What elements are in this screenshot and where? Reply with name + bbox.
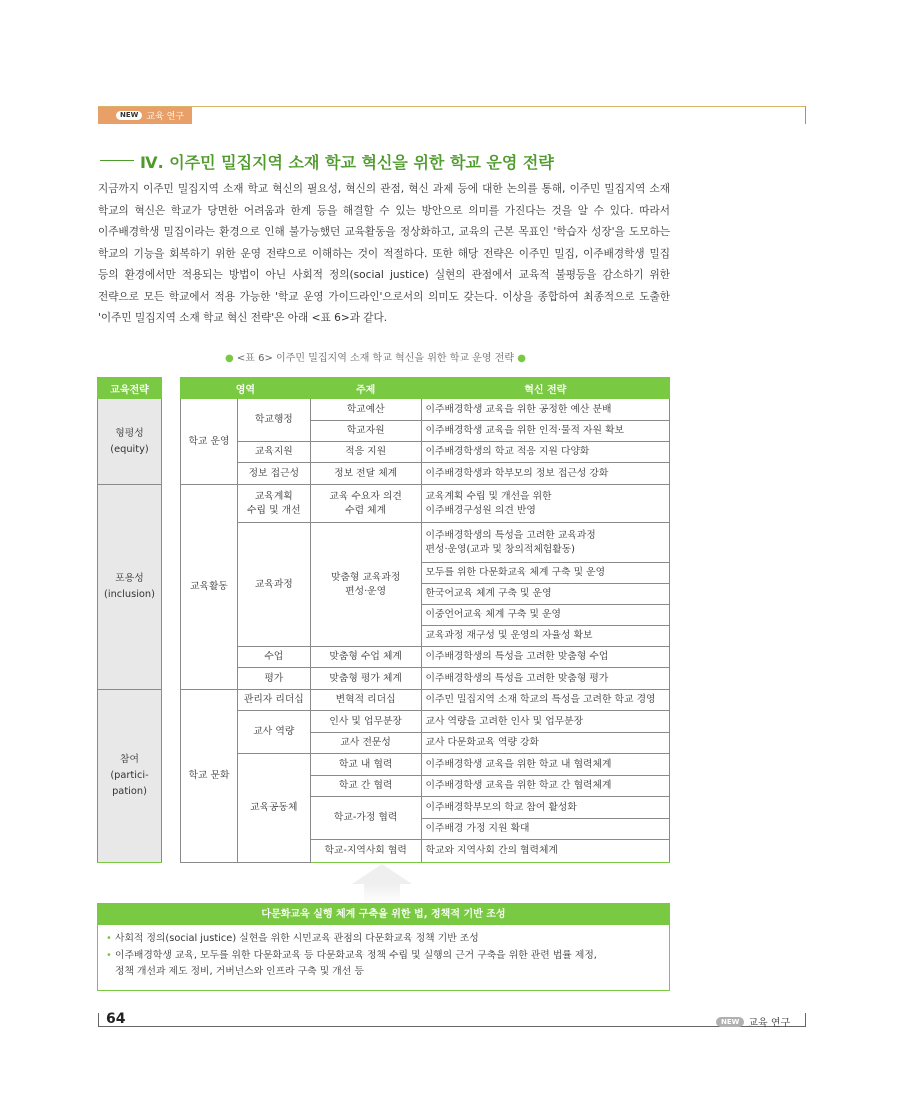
header-rule-end (805, 106, 806, 124)
section-label: 교육 연구 (146, 112, 185, 122)
table-cell: 학교-지역사회 협력 (310, 840, 421, 863)
table-cell: 이주배경학생의 학교 적응 지원 다양화 (421, 442, 669, 463)
table-cell: 맞춤형 평가 체계 (310, 668, 421, 690)
table-cell: 이주민 밀집지역 소재 학교의 특성을 고려한 학교 경영 (421, 690, 669, 711)
strategy-participation: 참여 (partici- pation) (98, 690, 162, 863)
table-cell: 한국어교육 체계 구축 및 운영 (421, 584, 669, 605)
footer-label: 교육 연구 (748, 1018, 791, 1029)
table-cell: 학교-가정 협력 (310, 797, 421, 840)
list-item: • 사회적 정의(social justice) 실현을 위한 시민교육 관점의 다문화교육 정책 기반 조성 (106, 931, 661, 948)
table-cell: 이주배경학생의 특성을 고려한 교육과정 편성·운영(교과 및 창의적체험활동) (421, 523, 669, 563)
footer-brand (716, 1014, 790, 1029)
area-school-culture: 학교 문화 (181, 690, 238, 863)
strategy-detail-table (180, 377, 670, 863)
table-cell: 맞춤형 교육과정 편성·운영 (310, 523, 421, 647)
table-cell: 교육계획 수립 및 개선을 위한 이주배경구성원 의견 반영 (421, 485, 669, 523)
table-cell: 학교예산 (310, 399, 421, 421)
header-area: 영역 (181, 378, 311, 399)
box-list (98, 925, 669, 981)
table-cell: 모두를 위한 다문화교육 체계 구축 및 운영 (421, 563, 669, 584)
table-cell: 적응 지원 (310, 442, 421, 463)
table-cell: 정보 접근성 (237, 463, 310, 485)
table-cell: 이주배경학생 교육을 위한 공정한 예산 분배 (421, 399, 669, 421)
table-cell: 교육과정 (237, 523, 310, 647)
table-cell: 학교 내 협력 (310, 754, 421, 776)
table-cell: 이주배경학생 교육을 위한 인적·물적 자원 확보 (421, 421, 669, 442)
table-cell: 맞춤형 수업 체계 (310, 647, 421, 668)
table-caption (225, 349, 526, 364)
table-cell: 이중언어교육 체계 구축 및 운영 (421, 605, 669, 626)
table-cell: 교사 역량 (237, 711, 310, 754)
table-cell: 이주배경학생의 특성을 고려한 맞춤형 평가 (421, 668, 669, 690)
footer-rule-end (805, 1013, 806, 1027)
policy-support-box (97, 903, 670, 991)
caption-text: <표 6> 이주민 밀집지역 소재 학교 혁신을 위한 학교 운영 전략 (236, 353, 515, 364)
header-strategy: 교육전략 (98, 378, 162, 399)
strategy-equity: 형평성 (equity) (98, 399, 162, 485)
title-rule (100, 160, 134, 161)
table-cell: 이주배경학생과 학부모의 정보 접근성 강화 (421, 463, 669, 485)
table-cell: 이주배경학부모의 학교 참여 활성화 (421, 797, 669, 819)
body-paragraph: 지금까지 이주민 밀집지역 소재 학교 혁신의 필요성, 혁신의 관점, 혁신 과제 등에 대한 논의를 통해, 이주민 밀집지역 소재 학교의 혁신은 학교가 당면한 어려움과 한계 등을 해결할 수 있는 방안으로 의미를 가진다는 것을 알 수 있다. 따라서 이주배경학생 밀집이라는 환경으로 인해 불가능했던 교육활동을 정상화하고, 교육의 근본 목표인 '학습자 성장'을 도모하는 학교의 기능을 회복하기 위한 운영 전략으로 이해하는 것이 적절하다. 또한 해당 전략은 이주민 밀집, 이주배경학생 밀집 등의 환경에서만 적용되는 방법이 아닌 사회적 정의(social justice) 실현의 관점에서 교육적 불평등을 감소하기 위한 전략으로 모든 학교에서 적용 가능한 '학교 운영 가이드라인'으로서의 의미도 갖는다. 이상을 종합하여 최종적으로 도출한 '이주민 밀집지역 소재 학교 혁신 전략'은 아래 <표 6>과 같다. (98, 183, 670, 324)
table-cell: 학교 간 협력 (310, 776, 421, 797)
bullet-icon: ● (517, 353, 526, 364)
arrow-shaft (364, 884, 400, 904)
table-cell: 교육과정 재구성 및 운영의 자율성 확보 (421, 626, 669, 647)
bullet-icon: • (106, 949, 112, 961)
table-cell: 이주배경학생의 특성을 고려한 맞춤형 수업 (421, 647, 669, 668)
box-title: 다문화교육 실행 체계 구축을 위한 법, 정책적 기반 조성 (98, 904, 669, 925)
header-rule (98, 106, 806, 107)
table-cell: 정보 전달 체계 (310, 463, 421, 485)
table-cell: 학교자원 (310, 421, 421, 442)
table-cell: 이주배경학생 교육을 위한 학교 내 협력체계 (421, 754, 669, 776)
table-cell: 변혁적 리더십 (310, 690, 421, 711)
up-arrow-icon (352, 864, 412, 884)
table-cell: 이주배경 가정 지원 확대 (421, 819, 669, 840)
table-cell: 교육공동체 (237, 754, 310, 863)
table-cell: 학교행정 (237, 399, 310, 442)
table-cell: 이주배경학생 교육을 위한 학교 간 협력체계 (421, 776, 669, 797)
table-cell: 교육 수요자 의견 수렴 체계 (310, 485, 421, 523)
new-badge: NEW (116, 111, 142, 120)
table-cell: 교사 전문성 (310, 733, 421, 754)
new-badge: NEW (716, 1017, 744, 1027)
header-topic: 주제 (310, 378, 421, 399)
list-item: • 이주배경학생 교육, 모두를 위한 다문화교육 등 다문화교육 정책 수립 및 실행의 근거 구축을 위한 관련 법률 제정, 정책 개선과 제도 정비, 거버넌스와 인프라 구축 및 개선 등 (106, 949, 597, 977)
table-cell: 평가 (237, 668, 310, 690)
table-cell: 학교와 지역사회 간의 협력체계 (421, 840, 669, 863)
area-education-activity: 교육활동 (181, 485, 238, 690)
table-cell: 교육지원 (237, 442, 310, 463)
table-cell: 인사 및 업무분장 (310, 711, 421, 733)
table-cell: 관리자 리더십 (237, 690, 310, 711)
bullet-icon: • (106, 933, 112, 944)
section-title: Ⅳ. 이주민 밀집지역 소재 학교 혁신을 위한 학교 운영 전략 (140, 153, 554, 172)
area-school-operation: 학교 운영 (181, 399, 238, 485)
strategy-inclusion: 포용성 (inclusion) (98, 485, 162, 690)
table-cell: 교사 다문화교육 역량 강화 (421, 733, 669, 754)
footer-rule (98, 1026, 806, 1027)
strategy-table (97, 377, 162, 863)
section-tab (98, 107, 192, 124)
table-cell: 교육계획 수립 및 개선 (237, 485, 310, 523)
header-innovation: 혁신 전략 (421, 378, 669, 399)
page-number: 64 (106, 1011, 126, 1027)
bullet-icon: ● (225, 353, 234, 364)
table-cell: 수업 (237, 647, 310, 668)
table-cell: 교사 역량을 고려한 인사 및 업무분장 (421, 711, 669, 733)
footer-rule-start (98, 1013, 99, 1027)
